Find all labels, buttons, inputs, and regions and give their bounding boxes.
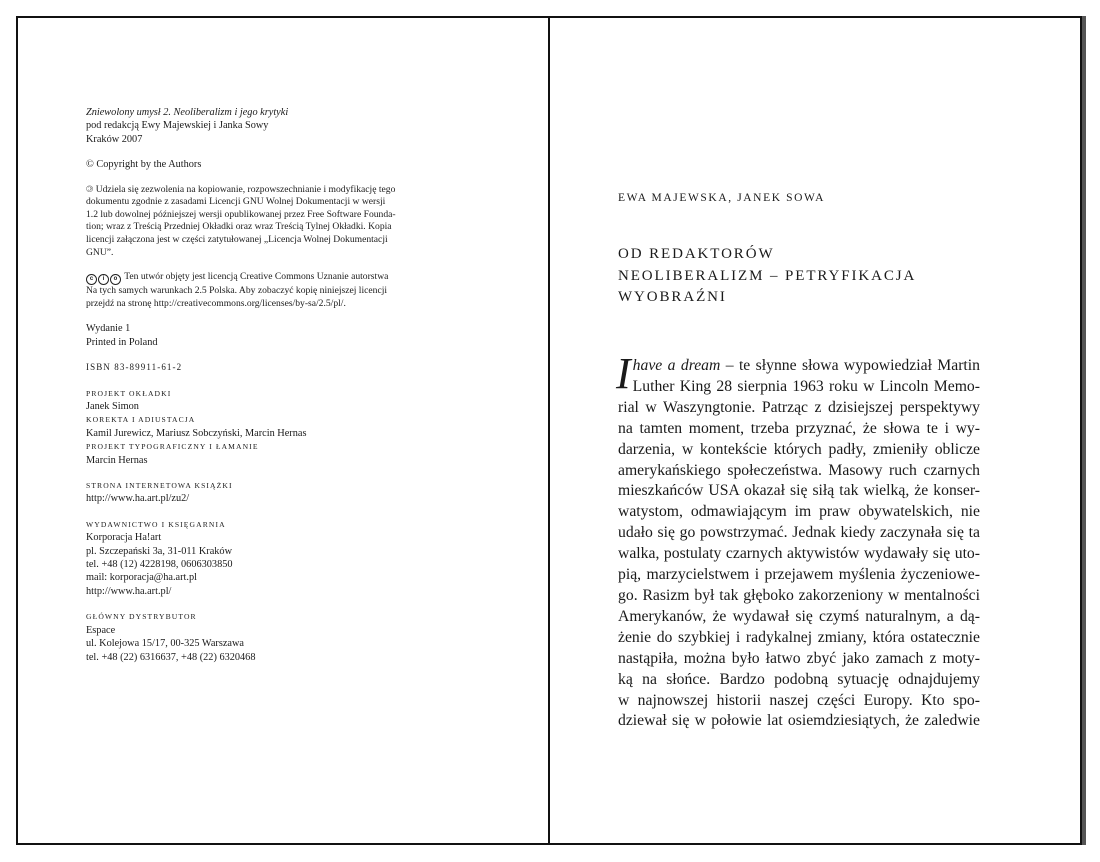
- book-title: Zniewolony umysł 2. Neoliberalizm i jego krytyki: [86, 107, 289, 118]
- page-edge-shadow: [1082, 16, 1086, 845]
- credit-value: Janek Simon: [86, 401, 139, 412]
- book-editors: pod redakcją Ewy Majewskiej i Janka Sowy: [86, 120, 269, 132]
- cc-license-line: przejdź na stronę http://creativecommons.org/licenses/by-sa/2.5/pl/.: [86, 297, 346, 309]
- printed-line: Printed in Poland: [86, 336, 158, 348]
- isbn-block: [86, 361, 460, 374]
- edition-block: [86, 322, 460, 349]
- gnu-license-line: tion; wraz z Treścią Przedniej Okładki oraz wraz Treścią Tylnej Okładki. Kopia: [86, 221, 392, 233]
- body-line: watystom, odmawiającym im praw obywatelskich, nie: [618, 503, 980, 521]
- publisher-line: tel. +48 (12) 4228198, 0606303850: [86, 559, 233, 571]
- chapter-title: [618, 244, 958, 309]
- credit-label: KOREKTA I ADIUSTACJA: [86, 415, 196, 425]
- body-line: amerykańskiego społeczeństwa. Masowy ruch czarnych: [618, 461, 980, 479]
- publisher-label: WYDAWNICTWO I KSIĘGARNIA: [86, 519, 226, 529]
- distributor-line: tel. +48 (22) 6316637, +48 (22) 6320468: [86, 651, 256, 663]
- body-line: pią, marzycielstwem i przejawem myślenia życzeniowe-: [618, 566, 980, 584]
- isbn-line: ISBN 83-89911-61-2: [86, 362, 183, 373]
- cc-license-text: [86, 271, 460, 310]
- body-line: w najnowszej historii naszej części Europy. Kto spo-: [618, 691, 980, 709]
- copyright-block: [86, 158, 460, 171]
- body-line: mieszkańców USA okazał się siłą tak wielką, że konser-: [618, 482, 980, 500]
- publisher-line: http://www.ha.art.pl/: [86, 585, 172, 597]
- cc-icon: c: [86, 274, 97, 285]
- cc-by-icon: i: [98, 274, 109, 285]
- body-line: rial w Waszyngtonie. Patrząc z dzisiejszej perspektywy: [618, 398, 980, 416]
- credit-label: PROJEKT TYPOGRAFICZNY I ŁAMANIE: [86, 442, 259, 452]
- website-label: STRONA INTERNETOWA KSIĄŻKI: [86, 481, 233, 491]
- body-line: żenie do szybkiej i radykalnej zmiany, która ostatecznie: [618, 628, 980, 646]
- body-line: Amerykanów, że wydawał się czymś naturalnym, a dą-: [618, 607, 980, 625]
- edition-line: Wydanie 1: [86, 323, 131, 335]
- credit-value: Marcin Hernas: [86, 454, 148, 466]
- body-line: walka, postulaty czarnych aktywistów wydawały się uto-: [618, 545, 980, 563]
- chapter-authors: EWA MAJEWSKA, JANEK SOWA: [618, 192, 826, 204]
- credit-value: Kamil Jurewicz, Mariusz Sobczyński, Marcin Hernas: [86, 427, 307, 439]
- publisher-line: mail: korporacja@ha.art.pl: [86, 572, 197, 584]
- gnu-license-line: Udziela się zezwolenia na kopiowanie, rozpowszechnianie i modyfikację tego: [95, 183, 396, 195]
- cc-sa-icon: o: [110, 274, 121, 285]
- chapter-body: [616, 349, 980, 732]
- place-year: Kraków 2007: [86, 133, 143, 145]
- credit-label: PROJEKT OKŁADKI: [86, 388, 172, 398]
- body-line: go. Rasizm był tak głęboko zakorzeniony w mentalności: [618, 586, 980, 604]
- quote-italic: have a dream: [632, 357, 721, 374]
- distributor-line: ul. Kolejowa 15/17, 00-325 Warszawa: [86, 638, 244, 650]
- gnu-license-line: GNU”.: [86, 246, 114, 258]
- cc-license-line: Na tych samych warunkach 2.5 Polska. Aby zobaczyć kopię niniejszej licencji: [86, 285, 388, 297]
- publisher-line: Korporacja Ha!art: [86, 532, 162, 544]
- book-info: [86, 106, 460, 146]
- website-url: http://www.ha.art.pl/zu2/: [86, 493, 190, 505]
- publisher-block: [86, 518, 460, 598]
- chapter-title-line: NEOLIBERALIZM – PETRYFIKACJA: [618, 267, 917, 284]
- page-gutter: [548, 18, 550, 843]
- chapter-title-line: WYOBRAŹNI: [618, 289, 727, 305]
- body-line: darzenia, w kontekście których padły, zmieniły oblicze: [618, 440, 980, 458]
- first-line-rest: – te słynne słowa wypowiedział Martin: [720, 357, 980, 374]
- cc-license-line: Ten utwór objęty jest licencją Creative Commons Uznanie autorstwa: [124, 271, 389, 283]
- gnu-license-line: licencji załączona jest w części zatytułowanej „Licencja Wolnej Dokumentacji: [86, 234, 388, 245]
- publisher-line: pl. Szczepański 3a, 31-011 Kraków: [86, 545, 233, 557]
- distributor-line: Espace: [86, 624, 116, 636]
- website-block: [86, 479, 460, 506]
- gnu-license-text: [86, 184, 460, 260]
- body-line: ką na słońce. Bardzo podobną sytuację odnajdujemy: [618, 670, 980, 688]
- body-line: [618, 356, 980, 377]
- body-line: na tamten moment, trzeba przyznać, że słowa te i wy-: [618, 419, 980, 437]
- cc-license-block: [86, 271, 460, 310]
- imprint-page: [86, 106, 460, 676]
- drop-cap: I: [616, 349, 631, 398]
- distributor-label: GŁÓWNY DYSTRYBUTOR: [86, 612, 197, 622]
- copyright-line: © Copyright by the Authors: [86, 159, 202, 171]
- gnu-copyleft-icon: ©: [86, 183, 94, 195]
- body-line: Luther King 28 sierpnia 1963 roku w Lincoln Memo-: [632, 377, 980, 395]
- gnu-license-line: 1.2 lub dowolnej późniejszej wersji opublikowanej przez Free Software Founda-: [86, 208, 396, 220]
- gnu-license-block: [86, 184, 460, 260]
- distributor-block: [86, 610, 460, 664]
- credits-block: [86, 387, 460, 467]
- body-line: udało się go powstrzymać. Jednak kiedy zaczynała się ta: [618, 524, 980, 542]
- body-line: nastąpiła, można było łatwo zbyć jako zamach z moty-: [618, 649, 980, 667]
- body-line: dziewał się w połowie lat osiemdziesiątych, że zaledwie: [618, 712, 980, 730]
- gnu-license-line: dokumentu zgodnie z zasadami Licencji GNU Wolnej Dokumentacji w wersji: [86, 196, 386, 208]
- chapter-title-line: OD REDAKTORÓW: [618, 246, 775, 262]
